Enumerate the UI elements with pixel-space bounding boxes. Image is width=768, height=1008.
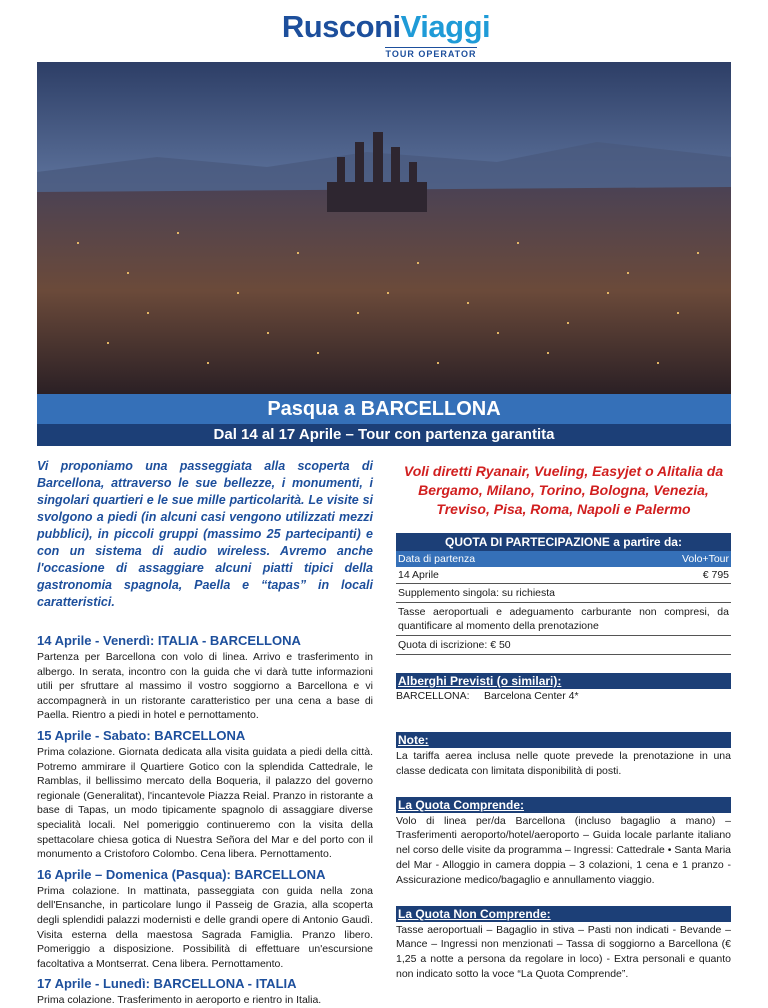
- itinerary-column: [37, 458, 373, 1008]
- note-title: Note:: [396, 732, 731, 748]
- hotel-row: BARCELLONA: Barcelona Center 4*: [396, 690, 579, 702]
- note-text: La tariffa aerea inclusa nelle quote prevede la prenotazione in una classe dedicata con limitata disponibilità di posti.: [396, 750, 731, 777]
- alberghi-title: Alberghi Previsti (o similari):: [396, 673, 731, 689]
- logo: [276, 10, 496, 60]
- non-comprende-title: La Quota Non Comprende:: [396, 906, 731, 922]
- day-text: Prima colazione. Trasferimento in aeroporto e rientro in Italia.: [37, 994, 322, 1007]
- info-column: [396, 458, 731, 982]
- logo-tagline: TOUR OPERATOR: [385, 49, 477, 59]
- hero-photo: [37, 62, 731, 394]
- quota-table-header: Data di partenza Volo+Tour: [398, 553, 729, 565]
- quota-row: 14 Aprile € 795: [396, 567, 731, 584]
- banner-title: Pasqua a BARCELLONA: [37, 394, 731, 424]
- quota-heading: QUOTA DI PARTECIPAZIONE a partire da:: [396, 533, 731, 551]
- intro-text: Vi proponiamo una passeggiata alla scoperta di Barcellona, attraverso le sue bellezze, i monumenti, i singolari quartieri e le sue mille particolarità. Le visite si svolgono a piedi (in alcuni casi vengono utilizzati mezzi pubblici), in piccoli gruppi (massimo 25 partecipanti) e con un sistema di audio wireless. Avremo anche l'occasione di assaggiare alcuni piatti tipici della gastronomia spagnola, Paella e “tapas” in locali caratteristici.: [37, 459, 373, 609]
- quota-iscrizione: Quota di iscrizione: € 50: [396, 636, 731, 655]
- quota-singola: Supplemento singola: su richiesta: [396, 584, 731, 603]
- logo-wordmark: RusconiViaggi: [281, 9, 491, 44]
- day-title: 17 Aprile - Lunedì: BARCELLONA - ITALIA: [37, 976, 297, 992]
- banner-subtitle: Dal 14 al 17 Aprile – Tour con partenza garantita: [37, 424, 731, 446]
- day-text: Prima colazione. Giornata dedicata alla visita guidata a piedi della città. Potremo ammirare il Quartiere Gotico con la splendida Cattedrale, le Ramblas, il bellissimo mercato della Boqueria, il palazzo del governo regionale (Generalitat), l'incantevole Piazza Reial. Pranzo in ristorante a base di Tapas, un modo tipicamente spagnolo di assaggiare diverse specialità locali. Nel pomeriggio continueremo con la visita della spettacolare chiesa gotica di Nuestra Señora del Mar e del porto con il monumento a Cristoforo Colombo. Cena libera. Pernottamento.: [37, 745, 373, 861]
- comprende-title: La Quota Comprende:: [396, 797, 731, 813]
- quota-tasse: Tasse aeroportuali e adeguamento carburante non compresi, da quantificare al momento della prenotazione: [396, 603, 731, 636]
- day-title: 16 Aprile – Domenica (Pasqua): BARCELLONA: [37, 866, 326, 882]
- barcelona-skyline-illustration: [37, 62, 731, 394]
- comprende-text: Volo di linea per/da Barcellona (incluso bagaglio a mano) – Trasferimenti aeroporto/hotel/aeroporto – Guida locale parlante italiano nel corso delle visite da programma – Ingressi: Cattedrale • Santa Maria del Mar - Alloggio in camera doppia – 3 colazioni, 1 cena e 1 pranzo - Assicurazione medico/bagaglio e annullamento viaggio.: [396, 814, 731, 886]
- day-title: 15 Aprile - Sabato: BARCELLONA: [37, 727, 246, 743]
- day-text: Prima colazione. In mattinata, passeggiata con guida nella zona dell'Ensanche, in particolare lungo il Passeig de Grazia, alla scoperta degli splendidi palazzi modernisti e delle grandi opere di Antonio Gaudì. Visita esterna della maestosa Sagrada Famiglia. Pranzo libero. Pomeriggio a disposizione. Possibilità di effettuare un'escursione facoltativa a Montserrat. Cena libera. Pernottamento.: [37, 884, 373, 970]
- day-title: 14 Aprile - Venerdì: ITALIA - BARCELLONA: [37, 633, 301, 648]
- flights-info: Voli diretti Ryanair, Vueling, Easyjet o Alitalia da Bergamo, Milano, Torino, Bologna, Venezia, Treviso, Pisa, Roma, Napoli e Palermo: [403, 463, 724, 517]
- day-text: Partenza per Barcellona con volo di linea. Arrivo e trasferimento in albergo. In serata, incontro con la guida che vi darà tutte informazioni utili per sfruttare al massimo il vostro soggiorno a Barcellona e vi accompagnerà in un ristorante caratteristico per una cena a base di Paella. Rientro a piedi in hotel e pernottamento.: [37, 651, 373, 722]
- non-comprende-text: Tasse aeroportuali – Bagaglio in stiva – Pasti non indicati - Bevande – Mance – Ingressi non menzionati – Tassa di soggiorno a Barcellona (€ 1,25 a notte a persona da regolare in loco) - Extra personali e quanto non indicato sotto la voce “La Quota Comprende”.: [396, 923, 731, 980]
